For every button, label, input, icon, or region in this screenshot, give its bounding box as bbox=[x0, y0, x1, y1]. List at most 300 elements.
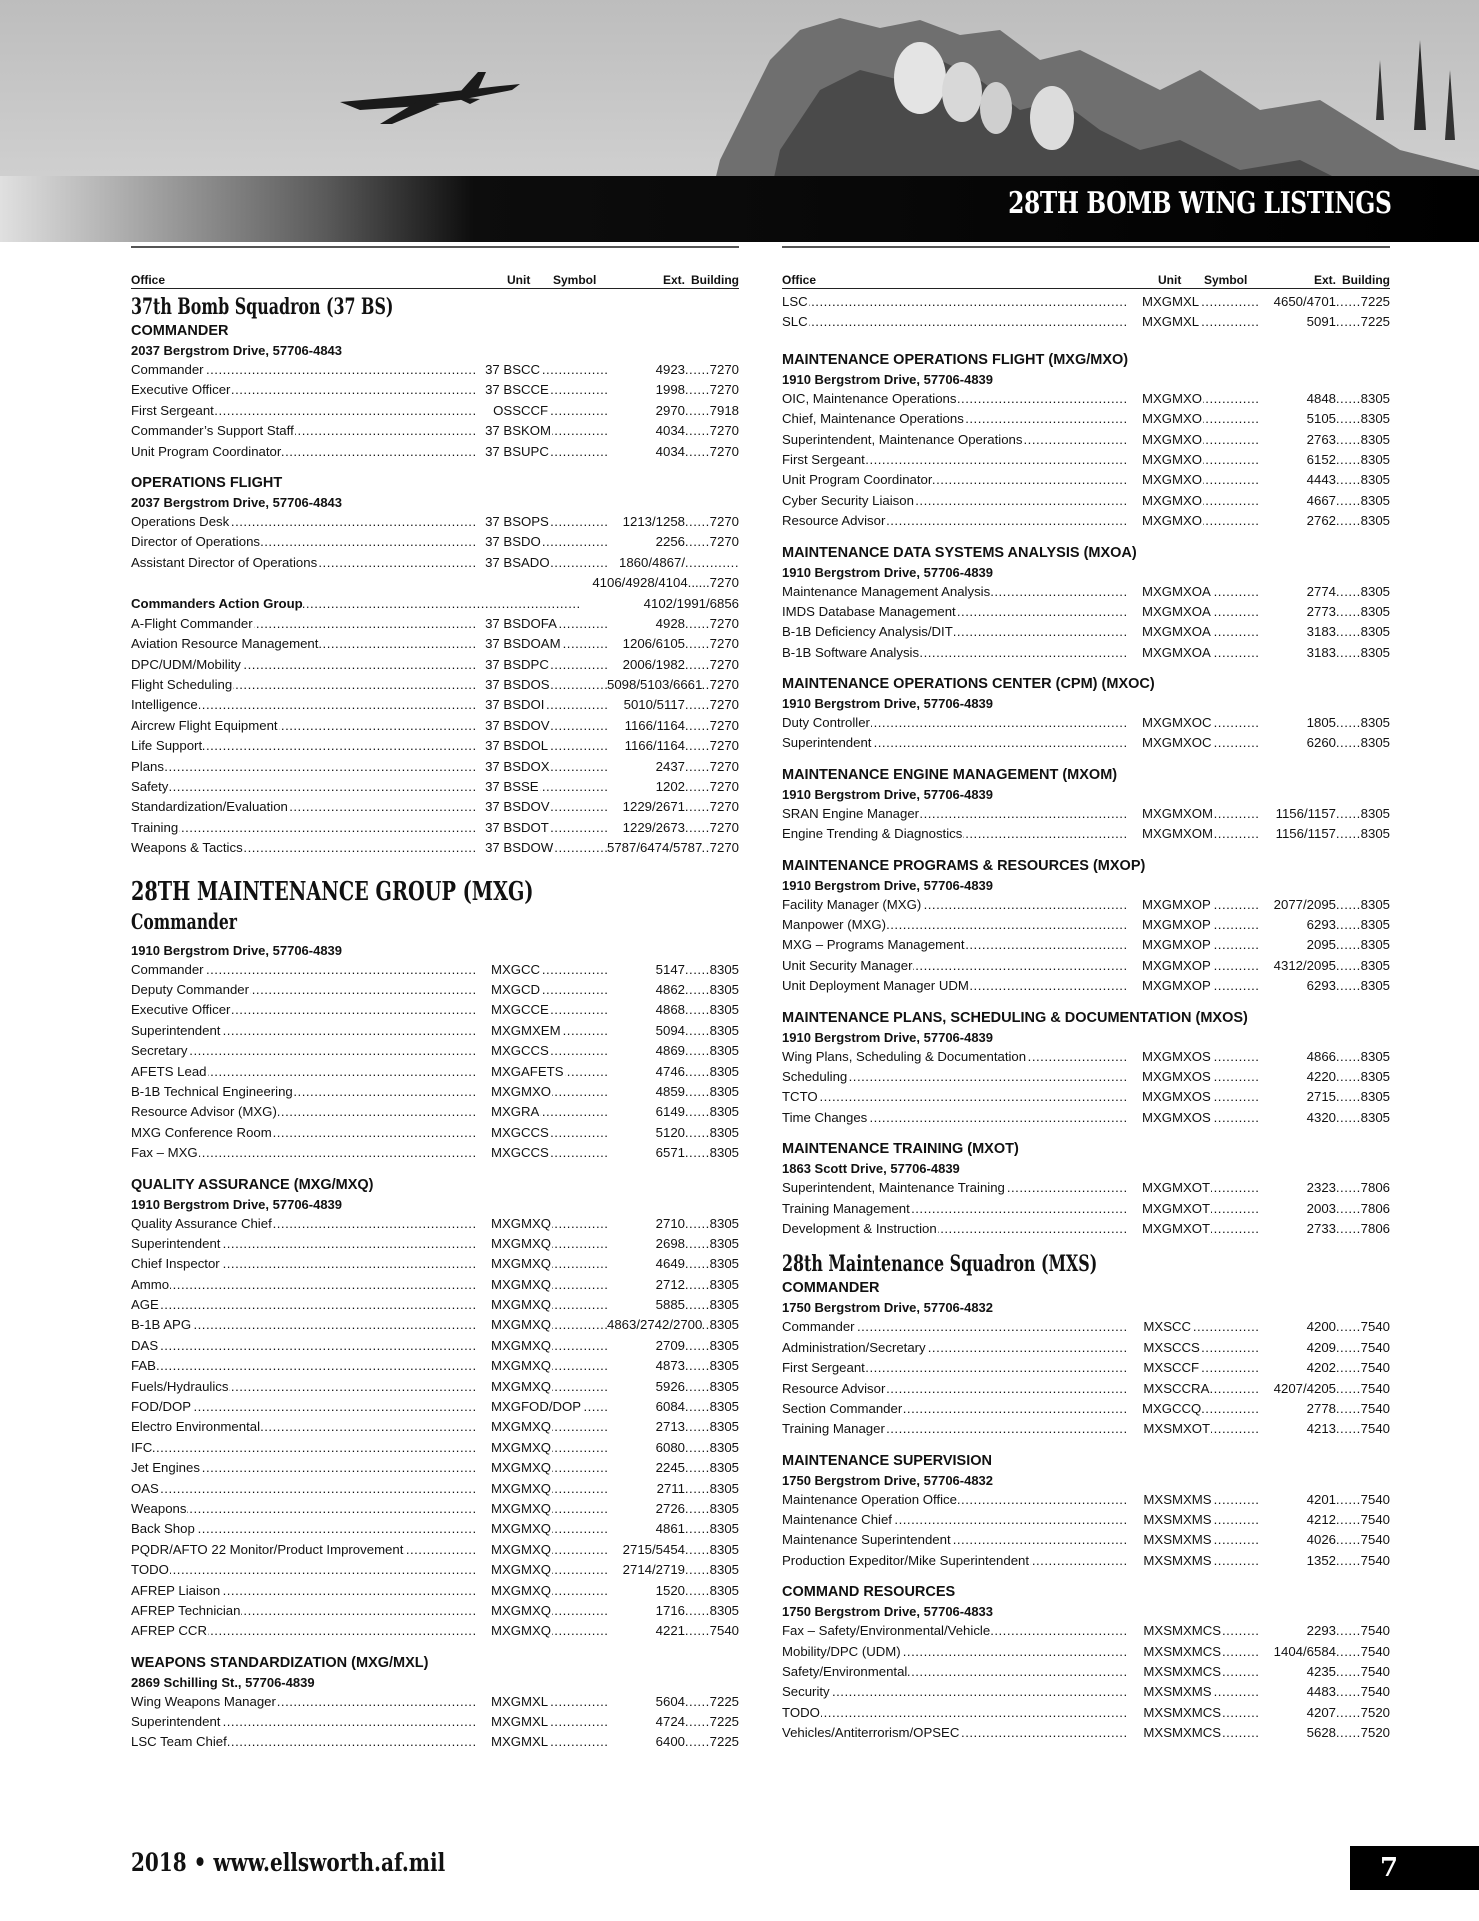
entry-building: 8305 bbox=[709, 1500, 739, 1516]
entry-unit: MXS bbox=[1143, 1623, 1172, 1639]
entry-unit: MXG bbox=[490, 1500, 521, 1516]
entry-office: MXG Conference Room bbox=[131, 1124, 272, 1140]
directory-entry bbox=[782, 1178, 1390, 1198]
entry-ext: 2709 bbox=[655, 1337, 685, 1353]
entry-building: 7270 bbox=[709, 819, 739, 835]
entry-building: 8305 bbox=[1360, 492, 1390, 508]
entry-unit: MXG bbox=[490, 1063, 521, 1079]
section-heading: MAINTENANCE OPERATIONS CENTER (CPM) (MXOC) bbox=[782, 676, 1155, 693]
entry-ext: 4859 bbox=[655, 1083, 685, 1099]
entry-symbol: CCS bbox=[521, 1043, 549, 1059]
entry-symbol: CCS bbox=[521, 1145, 549, 1161]
entry-unit: MXG bbox=[490, 1521, 521, 1537]
entry-symbol: MXQ bbox=[521, 1358, 552, 1374]
entry-symbol: MXMCS bbox=[1172, 1704, 1222, 1720]
entry-symbol: AFETS bbox=[521, 1063, 564, 1079]
entry-ext: 4202 bbox=[1306, 1360, 1336, 1376]
entry-symbol: MXOP bbox=[1172, 957, 1211, 973]
entry-building: 8305 bbox=[709, 1480, 739, 1496]
entry-unit: MXG bbox=[490, 961, 521, 977]
entry-symbol: MXOC bbox=[1172, 735, 1212, 751]
entry-unit: MXG bbox=[490, 1104, 521, 1120]
entry-symbol: MXQ bbox=[521, 1317, 552, 1333]
entry-unit: 37 BS bbox=[485, 554, 521, 570]
entry-office: Intelligence bbox=[131, 697, 198, 713]
directory-entry bbox=[131, 777, 739, 797]
directory-entry bbox=[131, 1021, 739, 1041]
entry-unit: MXG bbox=[490, 1022, 521, 1038]
entry-symbol: MXQ bbox=[521, 1439, 552, 1455]
entry-unit: MXS bbox=[1143, 1552, 1172, 1568]
directory-entry bbox=[782, 804, 1390, 824]
entry-building: 7540 bbox=[1360, 1339, 1390, 1355]
directory-entry bbox=[131, 1397, 739, 1417]
entry-symbol: MXQ bbox=[521, 1602, 552, 1618]
entry-building: 8305 bbox=[709, 1521, 739, 1537]
entry-ext: 6260 bbox=[1306, 735, 1336, 751]
entry-list bbox=[782, 713, 1390, 754]
entry-office: AFREP CCR bbox=[131, 1623, 207, 1639]
entry-unit: OSS bbox=[493, 402, 521, 418]
entry-office: IMDS Database Management bbox=[782, 603, 956, 619]
entry-office: Duty Controller bbox=[782, 715, 870, 731]
entry-office: A-Flight Commander bbox=[131, 615, 253, 631]
entry-symbol: DO bbox=[521, 534, 541, 550]
entry-list bbox=[131, 1692, 739, 1753]
entry-symbol: MXO bbox=[1172, 492, 1203, 508]
entry-symbol: MXMS bbox=[1172, 1512, 1212, 1528]
col-unit: Unit bbox=[1158, 273, 1182, 287]
entry-list bbox=[782, 1178, 1390, 1239]
address: 1910 Bergstrom Drive, 57706-4839 bbox=[782, 786, 994, 802]
directory-entry bbox=[131, 1621, 739, 1641]
entry-unit: MXG bbox=[490, 1623, 521, 1639]
entry-ext: 5098/5103/6661 bbox=[607, 677, 703, 693]
entry-building: 7540 bbox=[1360, 1532, 1390, 1548]
entry-symbol: KOM bbox=[521, 423, 552, 439]
entry-ext: 4863/2742/2700 bbox=[607, 1317, 703, 1333]
entry-office: Development & Instruction bbox=[782, 1220, 937, 1236]
entry-office: Unit Program Coordinator bbox=[782, 472, 933, 488]
divider-right bbox=[782, 246, 1390, 248]
entry-unit: MXS bbox=[1143, 1664, 1172, 1680]
entry-symbol: MXOP bbox=[1172, 978, 1211, 994]
entry-unit: MXG bbox=[1141, 314, 1172, 330]
entry-office: Executive Officer bbox=[131, 382, 231, 398]
entry-building: 7270 bbox=[709, 513, 739, 529]
entry-building: 8305 bbox=[1360, 735, 1390, 751]
entry-symbol: MXQ bbox=[521, 1521, 552, 1537]
entry-building: 7270 bbox=[709, 362, 739, 377]
address: 1910 Bergstrom Drive, 57706-4839 bbox=[782, 877, 994, 893]
section-heading: COMMAND RESOURCES bbox=[782, 1584, 956, 1601]
entry-ext: 4207 bbox=[1306, 1704, 1336, 1720]
entry-unit: MXG bbox=[1141, 805, 1172, 821]
directory-entry bbox=[782, 1662, 1390, 1682]
entry-building: 7270 bbox=[709, 717, 739, 733]
entry-ext: 4848 bbox=[1306, 390, 1336, 406]
directory-entry bbox=[131, 442, 739, 462]
entry-list bbox=[782, 1047, 1390, 1129]
entry-unit: MXG bbox=[490, 1399, 521, 1415]
entry-office: Life Support bbox=[131, 738, 203, 754]
entry-unit: 37 BS bbox=[485, 513, 521, 529]
entry-ext: 2712 bbox=[655, 1276, 685, 1292]
col-office: Office bbox=[782, 273, 817, 287]
entry-unit: MXG bbox=[1141, 1180, 1172, 1196]
entry-office: Commander bbox=[131, 961, 204, 977]
entry-building: 8305 bbox=[709, 1602, 739, 1618]
entry-office: Unit Security Manager bbox=[782, 957, 913, 973]
directory-entry bbox=[782, 713, 1390, 733]
entry-office: Section Commander bbox=[782, 1400, 903, 1416]
entry-ext: 2698 bbox=[655, 1235, 685, 1251]
entry-unit: MXG bbox=[1141, 603, 1172, 619]
entry-ext: 4201 bbox=[1306, 1491, 1336, 1507]
entry-symbol: MXO bbox=[1172, 472, 1203, 488]
directory-entry bbox=[131, 716, 739, 736]
entry-ext: 4928 bbox=[655, 615, 685, 631]
entry-unit: MXS bbox=[1143, 1704, 1172, 1720]
entry-building: 7270 bbox=[709, 677, 739, 693]
directory-entry bbox=[131, 818, 739, 838]
directory-entry bbox=[782, 1723, 1390, 1743]
entry-building: 7806 bbox=[1360, 1200, 1390, 1216]
address: 2869 Schilling St., 57706-4839 bbox=[131, 1674, 315, 1690]
section-heading: WEAPONS STANDARDIZATION (MXG/MXL) bbox=[131, 1654, 429, 1671]
directory-entry bbox=[131, 1336, 739, 1356]
entry-symbol: MXQ bbox=[521, 1541, 552, 1557]
address: 1910 Bergstrom Drive, 57706-4839 bbox=[782, 1029, 994, 1045]
entry-office: Resource Advisor bbox=[782, 1380, 886, 1396]
entry-unit: MXG bbox=[1141, 937, 1172, 953]
page-title: 28TH BOMB WING LISTINGS bbox=[1007, 186, 1391, 221]
entry-office: FAB bbox=[131, 1358, 156, 1374]
entry-building: 7270 bbox=[709, 738, 739, 754]
entry-symbol: DOS bbox=[521, 677, 550, 693]
entry-symbol: MXOP bbox=[1172, 896, 1211, 912]
directory-entry bbox=[131, 1102, 739, 1122]
section-title-37bs: 37th Bomb Squadron (37 BS) bbox=[131, 294, 394, 320]
directory-entry bbox=[782, 622, 1390, 642]
entry-unit: MXG bbox=[490, 1297, 521, 1313]
entry-unit: MXS bbox=[1143, 1684, 1172, 1700]
entry-unit: MXG bbox=[1141, 624, 1172, 640]
directory-entry bbox=[782, 1703, 1390, 1723]
directory-entry bbox=[131, 1581, 739, 1601]
address: 1750 Bergstrom Drive, 57706-4832 bbox=[782, 1472, 994, 1488]
entry-ext: 4483 bbox=[1306, 1684, 1336, 1700]
entry-ext: 2323 bbox=[1306, 1180, 1336, 1196]
entry-office: Training Manager bbox=[782, 1421, 885, 1437]
entry-ext: 4746 bbox=[655, 1063, 685, 1079]
entry-unit: 37 BS bbox=[485, 677, 521, 693]
directory-entry bbox=[131, 1458, 739, 1478]
group-entry: Commanders Action Group ..... 4102/1991/6856 bbox=[131, 594, 739, 614]
entry-symbol: MXOS bbox=[1172, 1109, 1211, 1125]
entry-ext: 1166/1164 bbox=[624, 717, 685, 733]
entry-office: B-1B Technical Engineering bbox=[131, 1083, 293, 1099]
directory-entry bbox=[131, 1082, 739, 1102]
entry-office: Commander bbox=[782, 1319, 855, 1335]
entry-office: TODO bbox=[782, 1704, 820, 1720]
entry-office: Mobility/DPC (UDM) bbox=[782, 1643, 901, 1659]
directory-entry bbox=[782, 602, 1390, 622]
directory-entry bbox=[131, 1519, 739, 1539]
entry-unit: 37 BS bbox=[485, 636, 521, 652]
entry-symbol: RA bbox=[521, 1104, 540, 1120]
directory-entry bbox=[782, 1379, 1390, 1399]
entry-building: 7270 bbox=[709, 779, 739, 795]
col-symbol: Symbol bbox=[553, 273, 597, 287]
entry-unit: MXG bbox=[1141, 451, 1172, 467]
entry-symbol: DOT bbox=[521, 819, 549, 835]
directory-entry bbox=[782, 1419, 1390, 1439]
entry-building: 8305 bbox=[709, 1215, 739, 1231]
entry-ext: 2763 bbox=[1306, 431, 1336, 447]
directory-entry bbox=[782, 1047, 1390, 1067]
entry-building: 7540 bbox=[1360, 1491, 1390, 1507]
entry-building: 7270 bbox=[709, 799, 739, 815]
entry-unit: MXG bbox=[490, 1145, 521, 1161]
entry-unit: MXG bbox=[490, 1002, 521, 1018]
entry-building: 7540 bbox=[1360, 1684, 1390, 1700]
entry-symbol: CCE bbox=[521, 382, 549, 398]
entry-office: Maintenance Chief bbox=[782, 1512, 892, 1528]
directory-entry bbox=[131, 614, 739, 634]
entry-ext: 6400 bbox=[655, 1734, 685, 1750]
entry-symbol: MXOC bbox=[1172, 715, 1212, 731]
entry-ext: 2256 bbox=[655, 534, 685, 550]
address: 2037 Bergstrom Drive, 57706-4843 bbox=[131, 494, 343, 510]
entry-office: Safety bbox=[131, 779, 169, 795]
entry-office: Operations Desk bbox=[131, 513, 230, 529]
entry-symbol: MXO bbox=[1172, 513, 1203, 529]
entry-unit: MXG bbox=[1141, 431, 1172, 447]
entry-symbol: MXQ bbox=[521, 1235, 552, 1251]
entry-building: 8305 bbox=[1360, 411, 1390, 427]
directory-entry bbox=[782, 1067, 1390, 1087]
entry-office: FOD/DOP bbox=[131, 1399, 192, 1415]
directory-entry bbox=[782, 956, 1390, 976]
section-heading: MAINTENANCE PROGRAMS & RESOURCES (MXOP) bbox=[782, 857, 1146, 874]
entry-building: 8305 bbox=[709, 1337, 739, 1353]
entry-symbol: CD bbox=[521, 981, 541, 997]
entry-unit: MXG bbox=[1141, 1220, 1172, 1236]
entry-unit: 37 BS bbox=[485, 779, 521, 795]
entry-unit: MXG bbox=[490, 1562, 521, 1578]
entry-symbol: MXQ bbox=[521, 1562, 552, 1578]
entry-unit: MXS bbox=[1143, 1339, 1172, 1355]
entry-symbol: CC bbox=[1172, 1319, 1192, 1335]
entry-symbol: MXQ bbox=[521, 1276, 552, 1292]
entry-building: 7540 bbox=[1360, 1664, 1390, 1680]
entry-building: 8305 bbox=[709, 1235, 739, 1251]
entry-building: 8305 bbox=[709, 1541, 739, 1557]
entry-symbol: DOFA bbox=[521, 615, 557, 631]
entry-office: Electro Environmental bbox=[131, 1419, 261, 1435]
entry-office: Director of Operations bbox=[131, 534, 260, 550]
entry-symbol: MXOT bbox=[1172, 1180, 1211, 1196]
directory-entry bbox=[131, 532, 739, 552]
entry-unit: 37 BS bbox=[485, 362, 521, 377]
entry-building: 7540 bbox=[1360, 1380, 1390, 1396]
entry-unit: MXS bbox=[1143, 1491, 1172, 1507]
entry-office: Aircrew Flight Equipment bbox=[131, 717, 278, 733]
section-heading: MAINTENANCE OPERATIONS FLIGHT (MXG/MXO) bbox=[782, 351, 1129, 368]
entry-building: 7270 bbox=[709, 656, 739, 672]
entry-symbol: CCF bbox=[1172, 1360, 1200, 1376]
directory-entry bbox=[782, 915, 1390, 935]
entry-symbol: MXQ bbox=[521, 1623, 552, 1639]
entry-unit: MXG bbox=[1141, 1400, 1172, 1416]
entry-ext: 2733 bbox=[1306, 1220, 1336, 1236]
entry-building: 8305 bbox=[1360, 957, 1390, 973]
entry-building: 8305 bbox=[1360, 937, 1390, 953]
entry-ext: 4869 bbox=[655, 1043, 685, 1059]
entry-building: 7225 bbox=[709, 1693, 739, 1709]
entry-ext: 4667 bbox=[1306, 492, 1336, 508]
entry-unit: MXG bbox=[1141, 978, 1172, 994]
entry-ext: 2003 bbox=[1306, 1200, 1336, 1216]
entry-symbol: MXMCS bbox=[1172, 1623, 1222, 1639]
entry-symbol: MXOS bbox=[1172, 1068, 1211, 1084]
entry-unit: MXG bbox=[490, 1714, 521, 1730]
entry-building: 8305 bbox=[709, 1419, 739, 1435]
directory-entry bbox=[131, 1062, 739, 1082]
entry-office: Time Changes bbox=[782, 1109, 868, 1125]
entry-ext: 6152 bbox=[1306, 451, 1336, 467]
entry-building: 8305 bbox=[709, 1439, 739, 1455]
directory-entry bbox=[131, 1499, 739, 1519]
entry-ext: 4026 bbox=[1306, 1532, 1336, 1548]
entry-unit: 37 BS bbox=[485, 738, 521, 754]
entry-ext: 5787/6474/5787 bbox=[607, 840, 703, 856]
entry-office: Wing Plans, Scheduling & Documentation bbox=[782, 1048, 1027, 1064]
entry-building: 8305 bbox=[709, 1145, 739, 1161]
address: 1910 Bergstrom Drive, 57706-4839 bbox=[131, 1196, 343, 1212]
entry-office: Quality Assurance Chief bbox=[131, 1215, 272, 1231]
entry-symbol: DOI bbox=[521, 697, 545, 713]
directory-entry bbox=[782, 1317, 1390, 1337]
entry-list bbox=[131, 360, 739, 462]
entry-ext: 4320 bbox=[1306, 1109, 1336, 1125]
entry-office: Resource Advisor (MXG) bbox=[131, 1104, 277, 1120]
col-ext: Ext. bbox=[662, 273, 685, 287]
directory-entry bbox=[131, 1712, 739, 1732]
entry-unit: MXG bbox=[1141, 896, 1172, 912]
entry-unit: 37 BS bbox=[485, 534, 521, 550]
page-number bbox=[1350, 1846, 1479, 1890]
entry-list bbox=[782, 582, 1390, 664]
entry-office: Resource Advisor bbox=[782, 513, 886, 529]
section-heading: QUALITY ASSURANCE (MXG/MXQ) bbox=[131, 1176, 374, 1193]
entry-ext: 4220 bbox=[1306, 1068, 1336, 1084]
entry-ext: 3183 bbox=[1306, 644, 1336, 660]
entry-unit: MXG bbox=[1141, 411, 1172, 427]
entry-list bbox=[782, 804, 1390, 845]
entry-office: Maintenance Operation Office bbox=[782, 1491, 957, 1507]
directory-entry bbox=[131, 1315, 739, 1335]
entry-list bbox=[131, 960, 739, 1164]
entry-ext: 6571 bbox=[655, 1145, 685, 1161]
directory-entry bbox=[131, 797, 739, 817]
entry-unit: MXG bbox=[490, 1582, 521, 1598]
entry-unit: MXG bbox=[1141, 957, 1172, 973]
entry-ext: 6080 bbox=[655, 1439, 685, 1455]
section-heading: MAINTENANCE PLANS, SCHEDULING & DOCUMENTATION (MXOS) bbox=[782, 1009, 1248, 1026]
entry-ext: 4862 bbox=[655, 981, 685, 997]
entry-symbol: DPC bbox=[521, 656, 549, 672]
section-heading: MAINTENANCE ENGINE MANAGEMENT (MXOM) bbox=[782, 766, 1118, 783]
entry-building: 8305 bbox=[1360, 644, 1390, 660]
entry-ext: 1229/2673 bbox=[622, 819, 685, 835]
directory-entry bbox=[782, 430, 1390, 450]
directory-entry bbox=[131, 675, 739, 695]
entry-symbol: MXEM bbox=[521, 1022, 561, 1038]
entry-building: 7225 bbox=[709, 1734, 739, 1750]
entry-unit: 37 BS bbox=[485, 382, 521, 398]
directory-entry bbox=[782, 895, 1390, 915]
entry-symbol: CCF bbox=[521, 402, 549, 418]
entry-unit: MXG bbox=[490, 1602, 521, 1618]
entry-ext: 1202 bbox=[655, 779, 685, 795]
entry-building: 8305 bbox=[709, 1460, 739, 1476]
entry-ext: 2095 bbox=[1306, 937, 1336, 953]
entry-building: 7225 bbox=[709, 1714, 739, 1730]
col-building: Building bbox=[1342, 273, 1390, 287]
address: 1910 Bergstrom Drive, 57706-4839 bbox=[782, 371, 994, 387]
directory-entry bbox=[782, 733, 1390, 753]
entry-office: Superintendent bbox=[131, 1022, 221, 1038]
entry-office: First Sergeant bbox=[782, 451, 865, 467]
entry-office: TODO bbox=[131, 1562, 169, 1578]
entry-symbol: MXQ bbox=[521, 1378, 552, 1394]
entry-unit: 37 BS bbox=[485, 697, 521, 713]
entry-office: Commander bbox=[131, 362, 204, 377]
entry-ext: 3183 bbox=[1306, 624, 1336, 640]
entry-ext: 4034 bbox=[655, 423, 685, 439]
directory-entry bbox=[131, 757, 739, 777]
directory-entry bbox=[782, 1358, 1390, 1378]
entry-symbol: MXMS bbox=[1172, 1491, 1212, 1507]
directory-entry bbox=[131, 1417, 739, 1437]
entry-office: Training Management bbox=[782, 1200, 910, 1216]
directory-entry bbox=[782, 292, 1390, 312]
entry-unit: MXG bbox=[490, 1439, 521, 1455]
entry-unit: MXS bbox=[1143, 1319, 1172, 1335]
entry-building: 8305 bbox=[709, 1562, 739, 1578]
entry-building: 8305 bbox=[1360, 896, 1390, 912]
entry-symbol: MXQ bbox=[521, 1337, 552, 1353]
entry-symbol: DOAM bbox=[521, 636, 561, 652]
entry-ext: 5628 bbox=[1306, 1725, 1336, 1741]
directory-entry bbox=[131, 1601, 739, 1621]
directory-entry bbox=[782, 824, 1390, 844]
entry-building: 8305 bbox=[709, 1124, 739, 1140]
entry-ext: 1520 bbox=[655, 1582, 685, 1598]
directory-entry bbox=[131, 1214, 739, 1234]
entry-symbol: MXMCS bbox=[1172, 1725, 1222, 1741]
entry-ext: 5091 bbox=[1306, 314, 1336, 330]
entry-building: 7540 bbox=[1360, 1512, 1390, 1528]
entry-building: 8305 bbox=[1360, 1048, 1390, 1064]
entry-ext: 5926 bbox=[655, 1378, 685, 1394]
entry-symbol: MXQ bbox=[521, 1215, 552, 1231]
directory-entry bbox=[782, 470, 1390, 490]
entry-unit: MXS bbox=[1143, 1643, 1172, 1659]
directory-entry bbox=[131, 401, 739, 421]
